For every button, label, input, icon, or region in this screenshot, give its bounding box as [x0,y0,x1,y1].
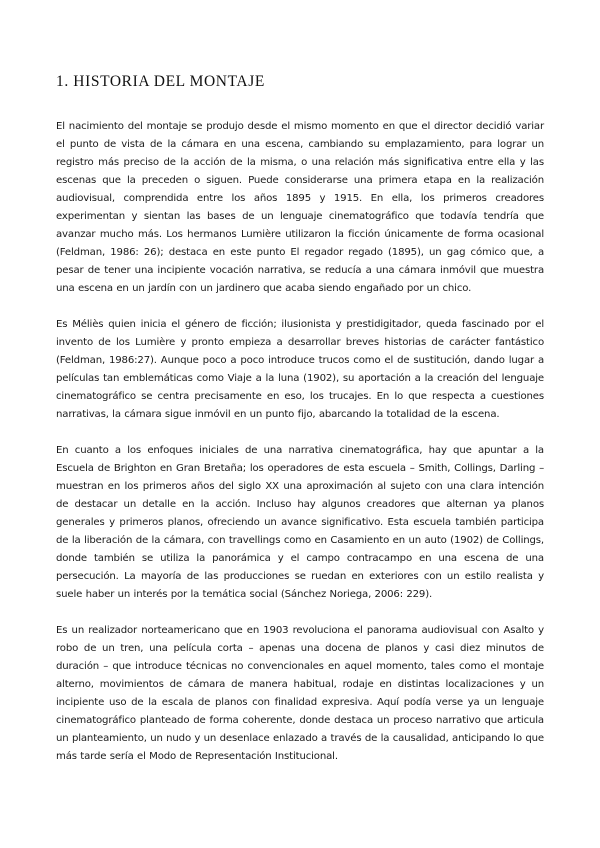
paragraph-origins: El nacimiento del montaje se produjo desde el mismo momento en que el director decidió variar el punto de vista de la cámara en una escena, cambiando su emplazamiento, para lograr un registro más preciso de la acción de la misma, o una relación más significativa entre ella y las escenas que la preceden o siguen. Puede considerarse una primera etapa en la realización audiovisual, comprendida entre los años 1895 y 1915. En ella, los primeros creadores experimentan y sientan las bases de un lenguaje cinematográfico que todavía tendría que avanzar mucho más. Los hermanos Lumière utilizaron la ficción únicamente de forma ocasional (Feldman, 1986: 26); destaca en este punto El regador regado (1895), un gag cómico que, a pesar de tener una incipiente vocación narrativa, se reducía a una cámara inmóvil que muestra una escena en un jardín con un jardinero que acaba siendo engañado por un chico. [56,121,544,294]
paragraph-american-director: Es un realizador norteamericano que en 1903 revoluciona el panorama audiovisual con Asalto y robo de un tren, una película corta – apenas una docena de planos y casi diez minutos de duración – que introduce técnicas no convencionales en aquel momento, tales como el montaje alterno, movimientos de cámara de manera habitual, rodaje en distintas localizaciones y un incipiente uso de la escala de planos con finalidad expresiva. Aquí podía verse ya un lenguaje cinematográfico planteado de forma coherente, donde destaca un proceso narrativo que articula un planteamiento, un nudo y un desenlace enlazado a través de la causalidad, anticipando lo que más tarde sería el Modo de Representación Institucional. [56,625,544,762]
paragraph-melies: Es Méliès quien inicia el género de ficción; ilusionista y prestidigitador, queda fascinado por el invento de los Lumière y pronto empieza a desarrollar breves historias de carácter fantástico (Feldman, 1986:27). Aunque poco a poco introduce trucos como el de sustitución, dando lugar a películas tan emblemáticas como Viaje a la luna (1902), su aportación a la creación del lenguaje cinematográfico se centra precisamente en eso, los trucajes. En lo que respecta a cuestiones narrativas, la cámara sigue inmóvil en un punto fijo, abarcando la totalidad de la escena. [56,319,544,420]
document-body [56,72,544,784]
paragraph-brighton-school: En cuanto a los enfoques iniciales de una narrativa cinematográfica, hay que apuntar a la Escuela de Brighton en Gran Bretaña; los operadores de esta escuela – Smith, Collings, Darling –muestran en los primeros años del siglo XX una aproximación al sujeto con una clara intención de destacar un detalle en la acción. Incluso hay algunos creadores que alternan ya planos generales y primeros planos, ofreciendo un avance significativo. Esta escuela también participa de la liberación de la cámara, con travellings como en Casamiento en un auto (1902) de Collings, donde también se utiliza la panorámica y el campo contracampo en una escena de una persecución. La mayoría de las producciones se ruedan en exteriores con un estilo realista y suele haber un interés por la temática social (Sánchez Noriega, 2006: 229). [56,445,544,600]
section-heading: 1. HISTORIA DEL MONTAJE [56,73,265,90]
